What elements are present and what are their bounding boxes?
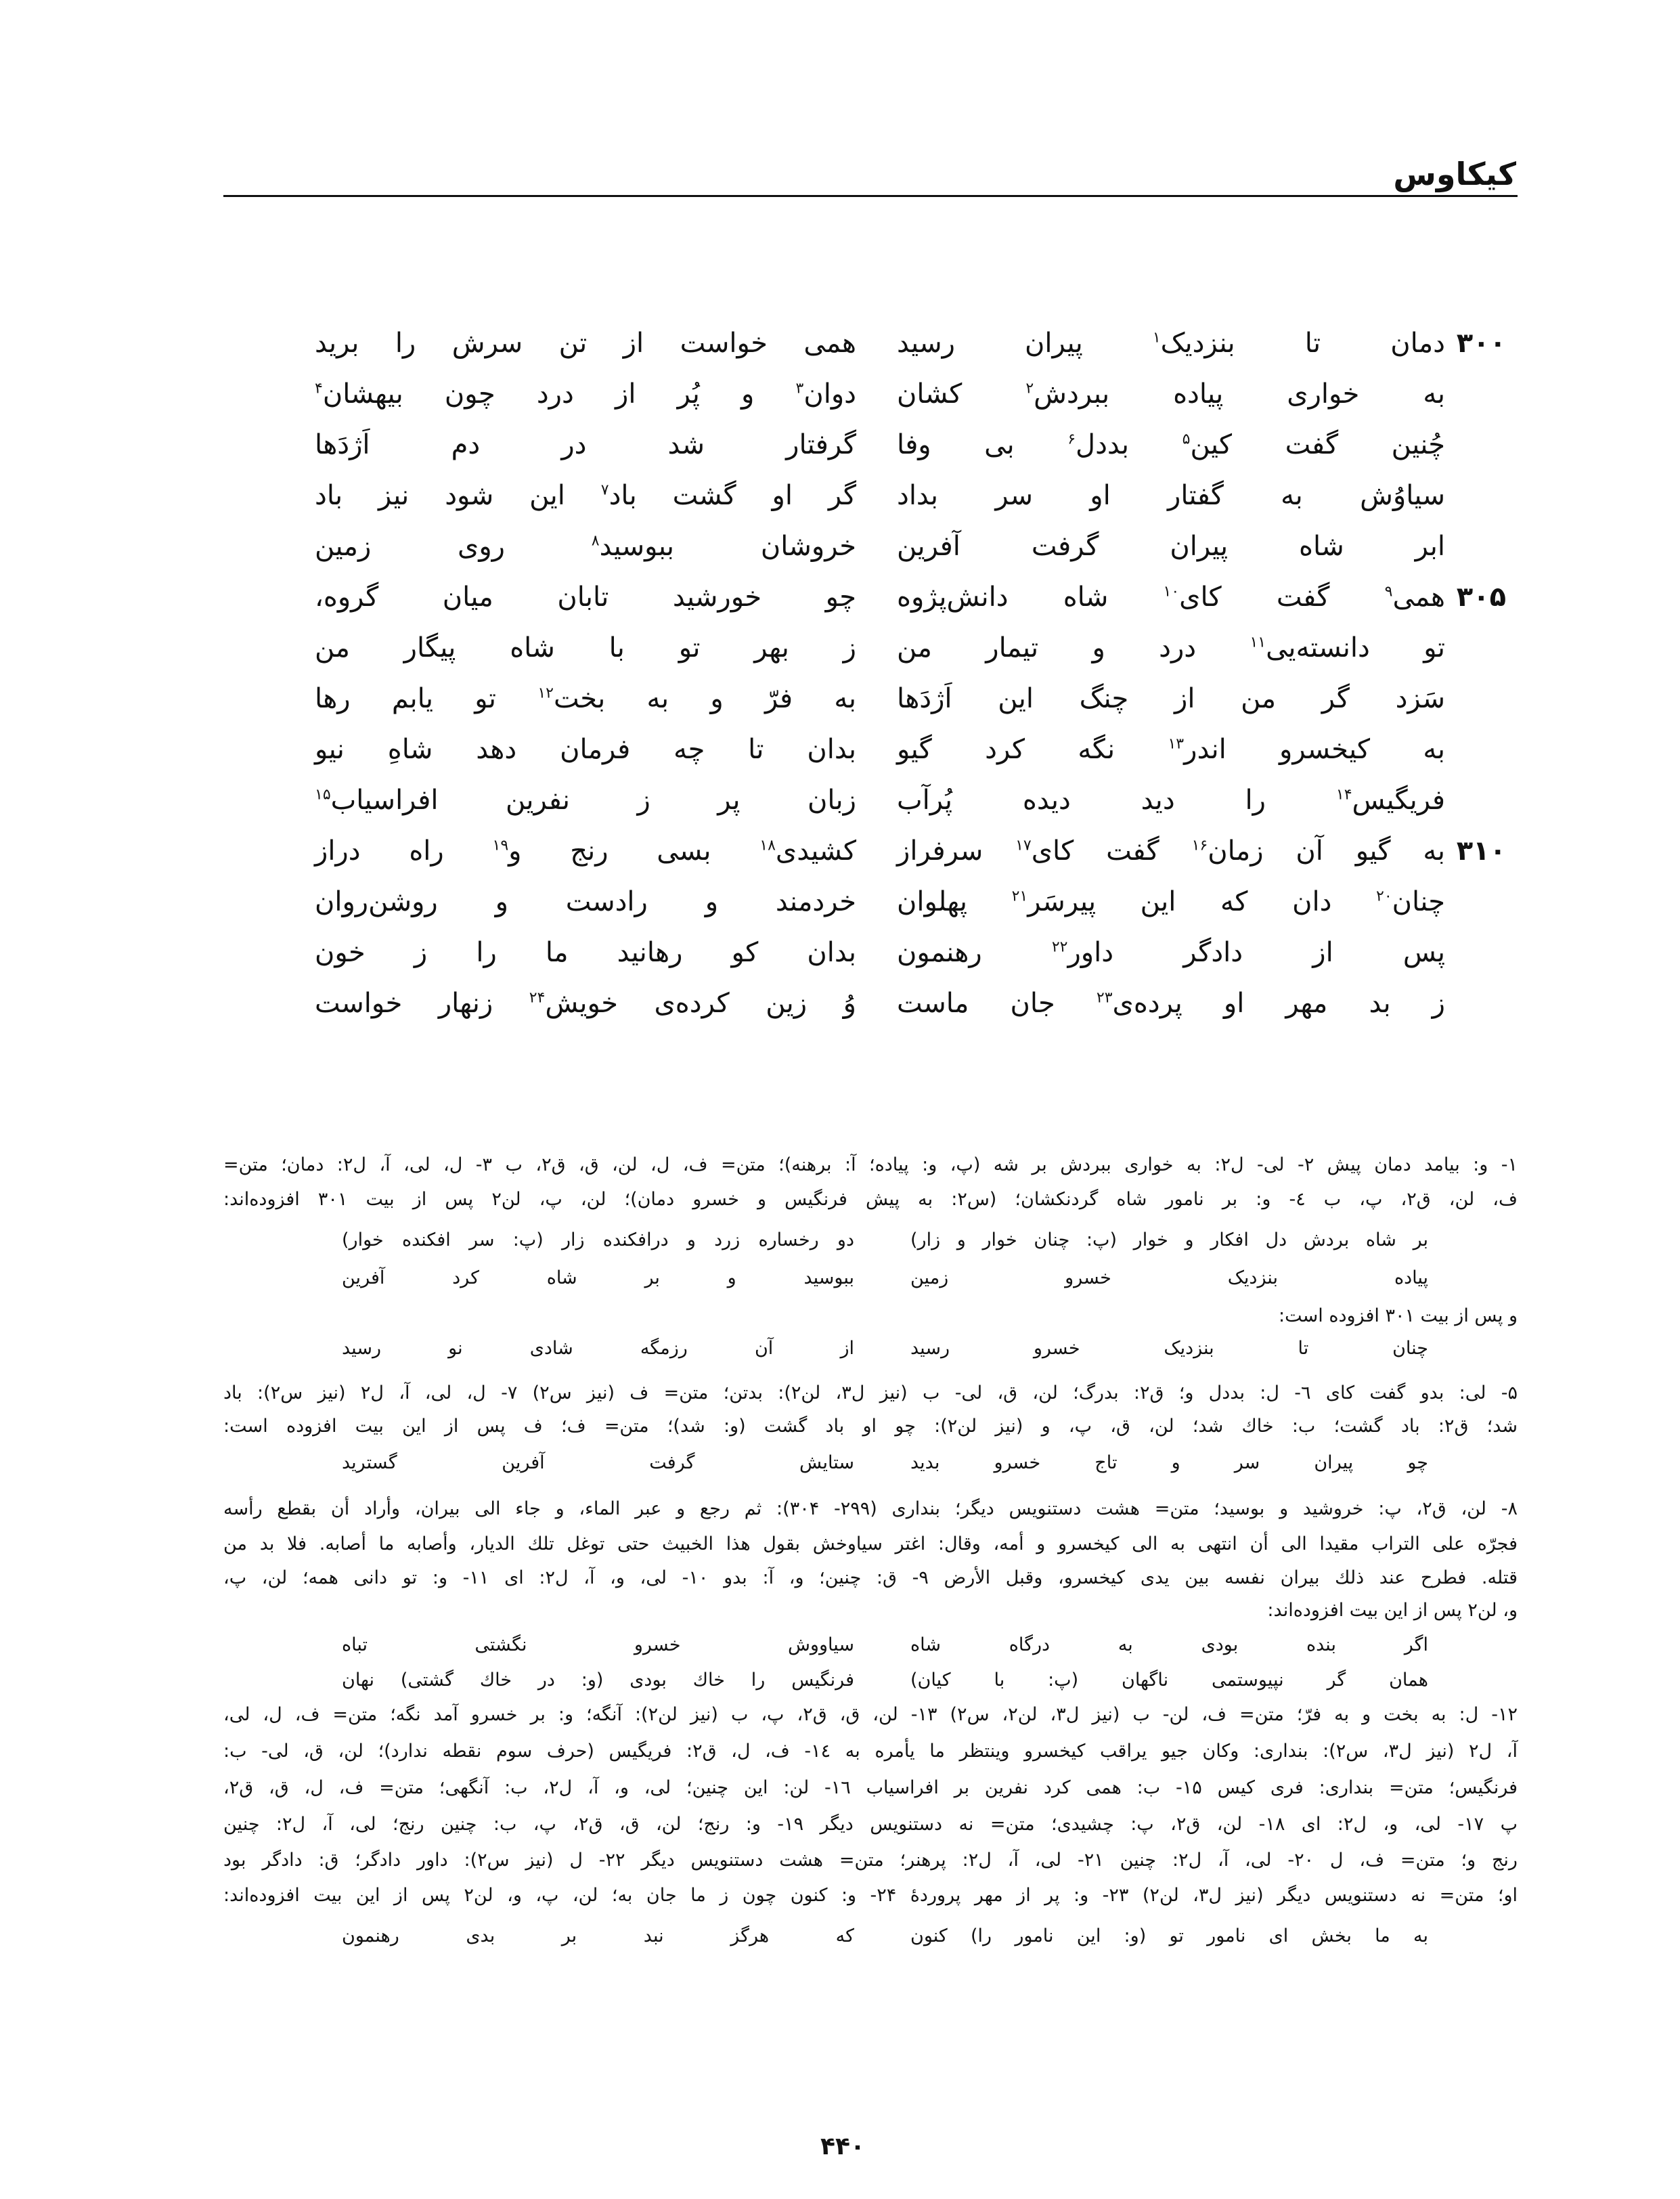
- verse-text: کشان: [897, 378, 963, 410]
- verse-text: گفت کای: [1031, 835, 1159, 867]
- footnote-verse-right: چو پیران سر و تاج خسرو بدید: [910, 1452, 1428, 1473]
- verse-row: [0, 724, 1680, 775]
- verse-text: خروشان ببوسید: [599, 531, 857, 562]
- second-hemistich: [315, 877, 856, 928]
- verse-text: زبان پر ز نفرین افراسیاب: [330, 785, 856, 816]
- first-hemistich: [897, 521, 1445, 572]
- verse-text: بسی رنج و: [508, 835, 711, 867]
- second-hemistich: [315, 775, 856, 826]
- footnote-line: قتله. فطرح عند ذلك بیران نفسه بین یدی کیخسرو، وقبل الأرض ۹- ق: چنین؛ و، آ: بدو ۱۰- لی، و، آ، ل۲: ای ۱۱- و: تو دانی همه؛ لن، پ،: [223, 1567, 1518, 1588]
- verse-row: [0, 877, 1680, 928]
- footnote-marker: ۱۴: [1335, 786, 1352, 804]
- first-hemistich: [897, 623, 1445, 674]
- verse-text: به کیخسرو اندر: [1184, 734, 1445, 765]
- footnote-marker: ۳: [795, 380, 804, 397]
- footnote-verse-left: فرنگیس را خاك بودی (و: در خاك گشتی) نهان: [342, 1670, 854, 1691]
- verse-row: [0, 826, 1680, 877]
- footnote-marker: ۱۱: [1250, 634, 1266, 651]
- footnote-marker: ۱۳: [1168, 735, 1185, 753]
- verse-text: بی وفا: [897, 429, 1015, 460]
- second-hemistich: [315, 318, 856, 369]
- verse-number: ۳۰۵: [1456, 582, 1506, 613]
- verse-text: رهنمون: [897, 937, 982, 968]
- second-hemistich: [315, 521, 856, 572]
- verse-text: پس از دادگر داور: [1067, 937, 1445, 968]
- first-hemistich: [897, 318, 1445, 369]
- verse-row: [0, 471, 1680, 521]
- footnote-verse-left: سیاووش خسرو نگشتی تباه: [342, 1634, 854, 1655]
- verse-text: ابر شاه پیران گرفت آفرین: [897, 531, 1445, 562]
- verse-text: به گیو آن زمان: [1208, 835, 1445, 867]
- footnote-line: فرنگیس؛ متن= بنداری: فری کیس ۱۵- ب: همی کرد نفرین بر افراسیاب ١٦- لن: این چنین؛ لی، و، آ، ل۲، ب: آنگهی؛ متن= ف، ل، ق، ق۲،: [223, 1777, 1518, 1798]
- footnote-line: ۸- لن، ق۲، پ: خروشید و بوسید؛ متن= هشت دستنویس دیگر؛ بنداری (۲۹۹- ۳۰۴): ثم رجع و عبر الماء، و جاء الی بیران، وأراد أن بقطع رأسه: [223, 1498, 1518, 1519]
- verse-row: [0, 623, 1680, 674]
- verse-text: و پُر از درد چون بیهشان: [322, 378, 755, 410]
- verse-text: چو خورشید تابان میان گروه،: [315, 582, 856, 613]
- second-hemistich: [315, 572, 856, 623]
- footnote-marker: ۱۶: [1191, 837, 1208, 854]
- running-header-title: کیکاوس: [1393, 156, 1516, 192]
- page-number: ۴۴۰: [820, 2133, 865, 2160]
- second-hemistich: [315, 978, 856, 1029]
- second-hemistich: [315, 724, 856, 775]
- footnote-line: آ، ل۲ (نیز ل۳، س۲): بنداری: وکان جیو یراقب کیخسرو وینتظر ما یأمره به ١٤- ف، ل، ق۲: فریگیس (حرف سوم نقطه ندارد)؛ لن، ق، لی- ب:: [223, 1741, 1518, 1762]
- second-hemistich: [315, 420, 856, 471]
- verse-row: [0, 978, 1680, 1029]
- verse-text: چنان: [1392, 886, 1445, 917]
- verse-text: این شود نیز باد: [315, 480, 565, 511]
- verse-row: [0, 369, 1680, 420]
- footnote-verse-left: از آن رزمگه شادی نو رسید: [342, 1338, 854, 1359]
- footnote-marker: ۲: [1025, 380, 1034, 397]
- second-hemistich: [315, 674, 856, 724]
- verse-text: سرفراز: [897, 835, 983, 867]
- footnote-marker: ۱۰: [1163, 583, 1180, 601]
- first-hemistich: [897, 928, 1445, 978]
- footnote-marker: ۹: [1384, 583, 1393, 601]
- footnote-verse-right: همان گر نپیوستمی ناگهان (پ: با کیان): [910, 1670, 1428, 1691]
- verse-text: چُنین گفت کین: [1190, 429, 1445, 460]
- verse-text: تو یابم رها: [315, 683, 497, 714]
- verse-text: سَزد گر من از چنگ این اَژدَها: [897, 683, 1445, 714]
- first-hemistich: [897, 471, 1445, 521]
- footnote-verse-right: به ما بخش ای نامور تو (و: این نامور را) کنون: [910, 1925, 1428, 1946]
- footnote-verse-right: پیاده بنزدیک خسرو زمین: [910, 1267, 1428, 1288]
- first-hemistich: [897, 775, 1445, 826]
- footnote-verse-left: ببوسید و بر شاه کرد آفرین: [342, 1267, 854, 1288]
- footnote-marker: ۲۱: [1011, 888, 1028, 905]
- verse-text: دوان: [803, 378, 856, 410]
- second-hemistich: [315, 623, 856, 674]
- second-hemistich: [315, 826, 856, 877]
- verse-text: پیران رسید: [897, 328, 1083, 359]
- footnote-line: او؛ متن= نه دستنویس دیگر (نیز ل۳، لن۲) ۲۳- و: پر از مهر پروردهٔ ۲۴- و: کنون چون ز ما جان به؛ لن، پ، و، لن۲ پس از این بیت افزوده‌اند:: [223, 1885, 1518, 1906]
- footnote-marker: ۱: [1152, 329, 1161, 347]
- footnote-marker: ۲۰: [1376, 888, 1392, 905]
- footnote-verse-left: دو رخساره زرد و درافکنده زار (پ: سر افکنده خوار): [342, 1229, 854, 1250]
- verse-text: وُ زین کرده‌ی خویش: [545, 988, 856, 1019]
- second-hemistich: [315, 369, 856, 420]
- footnote-marker: ۱۸: [759, 837, 776, 854]
- verse-row: [0, 420, 1680, 471]
- footnote-marker: ۱۵: [315, 786, 331, 804]
- first-hemistich: [897, 674, 1445, 724]
- header-rule: [223, 195, 1518, 197]
- verse-text: گر او گشت باد: [609, 480, 856, 511]
- verse-row: [0, 521, 1680, 572]
- verse-text: بدان کو رهانید ما را ز خون: [315, 937, 856, 968]
- verse-text: دمان تا بنزدیک: [1160, 328, 1445, 359]
- footnote-marker: ۸: [591, 532, 600, 550]
- footnote-line: فجرّه علی التراب مقیدا الی أن انتهی به الی کیخسرو و أمه، وقال: اغتر سیاوخش بقول هذا الخبیث حتی توغل تلك الدیار، وأصابه ما أصابه. فلا بد من: [223, 1533, 1518, 1554]
- verse-text: بددل: [1076, 429, 1130, 460]
- footnote-line: و، لن۲ پس از این بیت افزوده‌اند:: [1267, 1600, 1518, 1621]
- verse-text: جان ماست: [897, 988, 1055, 1019]
- verse-text: ز بد مهر او پرده‌ی: [1112, 988, 1445, 1019]
- verse-text: شاه دانش‌پژوه: [897, 582, 1109, 613]
- footnote-marker: ۲۴: [529, 989, 546, 1007]
- verse-text: درد و تیمار من: [897, 632, 1197, 663]
- footnote-line: رنج و؛ متن= ف، ل ۲۰- لی، آ، ل۲: چنین ۲۱- لی، آ، ل۲: پرهنر؛ متن= هشت دستنویس دیگر ۲۲- ل (نیز س۲): داور دادگر؛ ق: دادگر بود: [223, 1850, 1518, 1871]
- footnote-line: و پس از بیت ۳۰۱ افزوده است:: [1279, 1305, 1518, 1326]
- verse-text: پهلوان: [897, 886, 967, 917]
- verse-text: سیاوُش به گفتار او سر بداد: [897, 480, 1445, 511]
- first-hemistich: [897, 877, 1445, 928]
- footnote-marker: ۱۲: [537, 684, 554, 702]
- verse-row: [0, 674, 1680, 724]
- verse-text: تو دانسته‌یی: [1266, 632, 1445, 663]
- footnote-line: ۵- لی: بدو گفت کای ٦- ل: بددل و؛ ق۲: بدرگ؛ لن، ق، لی- ب (نیز ل۳، لن۲): بدتن؛ متن= ف (نیز س۲) ۷- ل، لی، آ، ل۲ (نیز س۲): باد: [223, 1382, 1518, 1403]
- footnote-line: ۱۲- ل: به بخت و به فرّ؛ متن= ف، لن- ب (نیز ل۳، لن۲، س۲) ۱۳- لن، ق، ق۲، پ، ب (نیز لن۲): آنگه؛ و: بر خسرو آمد نگه؛ متن= ف، ل، لی،: [223, 1704, 1518, 1725]
- footnote-line: ۱- و: بیامد دمان پیش ۲- لی- ل۲: به خواری ببردش بر شه (پ، و: پیاده؛ آ: برهنه)؛ متن= ف، ل، لن، ق، ق۲، ب ۳- ل، لی، آ، ل۲: دمان؛ متن=: [223, 1154, 1518, 1175]
- second-hemistich: [315, 471, 856, 521]
- first-hemistich: [897, 420, 1445, 471]
- verse-text: زنهار خواست: [315, 988, 493, 1019]
- verse-text: گرفتار شد در دم اَژدَها: [315, 429, 856, 460]
- first-hemistich: [897, 724, 1445, 775]
- verse-text: بدان تا چه فرمان دهد شاهِ نیو: [315, 734, 856, 765]
- footnote-verse-right: چنان تا بنزدیک خسرو رسید: [910, 1338, 1428, 1359]
- verse-text: به فرّ و به بخت: [553, 683, 857, 714]
- verse-row: [0, 775, 1680, 826]
- verse-text: گفت کای: [1179, 582, 1330, 613]
- footnote-marker: ۴: [315, 380, 323, 397]
- verse-row: [0, 318, 1680, 369]
- verse-text: همی خواست از تن سرش را برید: [315, 328, 856, 359]
- footnote-line: پ ۱۷- لی، و، ل۲: ای ۱۸- لن، ق۲، پ: چشیدی؛ متن= نه دستنویس دیگر ۱۹- و: رنج؛ لن، ق، ق۲، پ، ب: چنین رنج؛ لی، آ، ل۲: چنین: [223, 1814, 1518, 1835]
- verse-text: خردمند و رادست و روشن‌روان: [315, 886, 856, 917]
- footnote-verse-left: که هرگز نبد بر بدی رهنمون: [342, 1925, 854, 1946]
- first-hemistich: [897, 826, 1445, 877]
- footnote-line: ف، لن، ق۲، پ، ب ٤- و: بر نامور شاه گردنکشان؛ (س۲: به پیش فرنگیس و خسرو دمان)؛ لن، پ، لن۲ پس از بیت ۳۰۱ افزوده‌اند:: [223, 1189, 1518, 1210]
- verse-row: [0, 572, 1680, 623]
- verse-text: ز بهر تو با شاه پیگار من: [315, 632, 856, 663]
- first-hemistich: [897, 369, 1445, 420]
- verse-text: همی: [1392, 582, 1445, 613]
- footnote-marker: ۱۷: [1015, 837, 1032, 854]
- verse-text: دان که این پیرسَر: [1027, 886, 1332, 917]
- footnote-verse-right: اگر بنده بودی به درگاه شاه: [910, 1634, 1428, 1655]
- footnote-marker: ۲۳: [1096, 989, 1113, 1007]
- footnote-marker: ۶: [1067, 431, 1076, 448]
- verse-number: ۳۱۰: [1456, 835, 1506, 867]
- footnote-marker: ۱۹: [492, 837, 509, 854]
- footnote-marker: ۷: [600, 481, 609, 499]
- verse-text: نگه کرد گیو: [897, 734, 1115, 765]
- verse-text: کشیدی: [775, 835, 856, 867]
- verse-text: فریگیس: [1352, 785, 1445, 816]
- verse-row: [0, 928, 1680, 978]
- footnote-verse-left: ستایش گرفت آفرین گسترید: [342, 1452, 854, 1473]
- footnote-verse-right: بر شاه بردش دل افکار و خوار (پ: چنان خوار و زار): [910, 1229, 1428, 1250]
- footnote-marker: ۲۲: [1051, 938, 1068, 956]
- first-hemistich: [897, 978, 1445, 1029]
- verse-text: را دید دیده پُرآب: [897, 785, 1266, 816]
- footnote-line: شد؛ ق۲: باد گشت؛ ب: خاك شد؛ لن، ق، پ، و (نیز لن۲): چو او باد گشت (و: شد)؛ متن= ف؛ ف پس از این بیت افزوده است:: [223, 1416, 1518, 1437]
- footnote-marker: ۵: [1182, 431, 1191, 448]
- verse-text: راه دراز: [315, 835, 444, 867]
- second-hemistich: [315, 928, 856, 978]
- verse-text: به خواری پیاده ببردش: [1034, 378, 1445, 410]
- first-hemistich: [897, 572, 1445, 623]
- verse-text: روی زمین: [315, 531, 505, 562]
- verse-number: ۳۰۰: [1456, 328, 1506, 359]
